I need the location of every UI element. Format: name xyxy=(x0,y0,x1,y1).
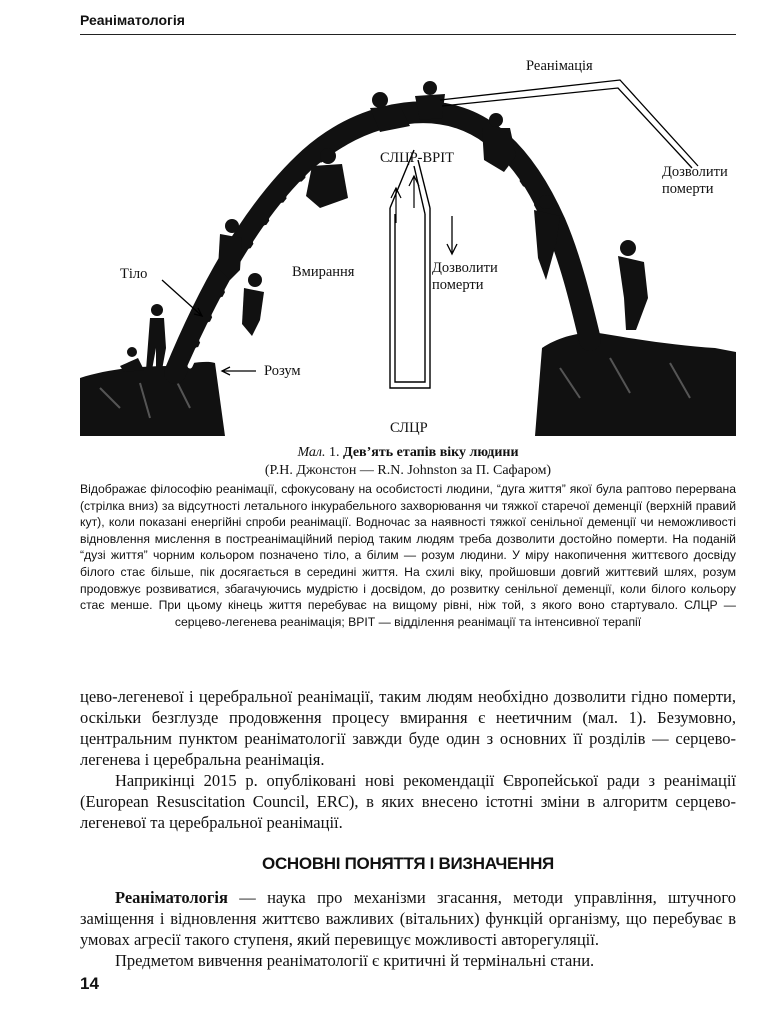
body-text-bottom xyxy=(80,887,736,971)
running-title: Реаніматологія xyxy=(80,12,185,28)
term-reanimatology: Реаніматологія xyxy=(115,888,228,907)
figure-caption xyxy=(80,444,736,630)
body-text-top xyxy=(80,686,736,833)
caption-credit: (P.H. Джонстон — R.N. Johnston за П. Сафаром) xyxy=(264,463,552,478)
caption-description: Відображає філософію реанімації, сфокусовану на особистості людини, “дуга життя” якої була раптово перервана (стрілка вниз) за відсутності летального інкурабельного захворювання чи тяжкої старечої деменції (верхній правий кут), коли показані енергійні спроби реанімації. Водночас за наявності тяжкої сенільної деменції чи неможливості відновлення мислення в постреанімаційний період таким людям треба дозволити достойно померти. На поданій “дузі життя” чорним кольором позначено тіло, а білим — розум людини. У міру накопичення життєвого досвіду білого стає більше, пік досягається в середині життя. На схилі віку, пройшовши довгий життєвий шлях, розум продовжує розвиватися, збагачуючись мудрістю і досвідом, до розвитку сенільної деменції, коли білого кольору стає менше. При цьому кінець життя перебуває на вищому рівні, ніж той, з якого воно стартувало. СЛЦР — серцево-легенева реанімація; ВРІТ — відділення реанімації та інтенсивної терапії xyxy=(80,482,736,629)
caption-number: 1. xyxy=(329,445,340,460)
label-allow-die-mid-1: Дозволити xyxy=(432,260,498,276)
down-arrow xyxy=(447,216,457,254)
header-divider xyxy=(80,34,736,35)
label-reanimation: Реанімація xyxy=(526,58,593,74)
right-cliff xyxy=(535,333,736,436)
label-allow-die-right-1: Дозволити xyxy=(662,164,728,180)
paragraph-erc: Наприкінці 2015 р. опубліковані нові рекомендації Європейської ради з реанімації (European Resuscitation Council, ERC), в яких внесено істотні зміни в алгоритм серцево-легеневої та церебральної реанімації. xyxy=(80,771,736,832)
paragraph-definition xyxy=(80,887,736,950)
page-number: 14 xyxy=(80,974,99,993)
caption-prefix: Мал. xyxy=(297,445,326,460)
label-body: Тіло xyxy=(120,266,148,282)
label-allow-die-right-2: померти xyxy=(662,181,714,197)
caption-title xyxy=(80,444,736,462)
left-cliff xyxy=(80,362,225,436)
label-slcr: СЛЦР xyxy=(390,420,428,436)
slcr-u-arrow xyxy=(390,150,430,388)
life-arc-figure xyxy=(80,48,736,436)
label-allow-die-mid-2: померти xyxy=(432,277,484,293)
label-slcr-vrit: СЛЦР-ВРІТ xyxy=(380,150,454,166)
body-pointer-arrow xyxy=(162,280,202,316)
paragraph-subject: Предметом вивчення реаніматології є критичні й термінальні стани. xyxy=(115,951,595,970)
label-dying: Вмирання xyxy=(292,264,355,280)
definition-text: — наука про механізми згасання, методи управління, штучного заміщення і відновлення життєво важливих (вітальних) функцій організму, що перебуває в умовах агресії такого ступеня, який перевищує можливості авторегуляції. xyxy=(80,888,736,949)
mind-pointer-arrow xyxy=(222,367,256,375)
label-mind: Розум xyxy=(264,363,301,379)
paragraph-continuation: цево-легеневої і церебральної реанімації, таким людям необхідно дозволити гідно померти, оскільки безглузде продовження процесу вмирання є неетичним (мал. 1). Безумовно, центральним пунктом реаніматології завжди буде один з основних її розділів — серцево-легенева і церебральна реанімація. xyxy=(80,687,736,769)
section-heading: ОСНОВНІ ПОНЯТТЯ І ВИЗНАЧЕННЯ xyxy=(262,854,554,873)
caption-title-text: Дев’ять етапів віку людини xyxy=(343,445,519,460)
